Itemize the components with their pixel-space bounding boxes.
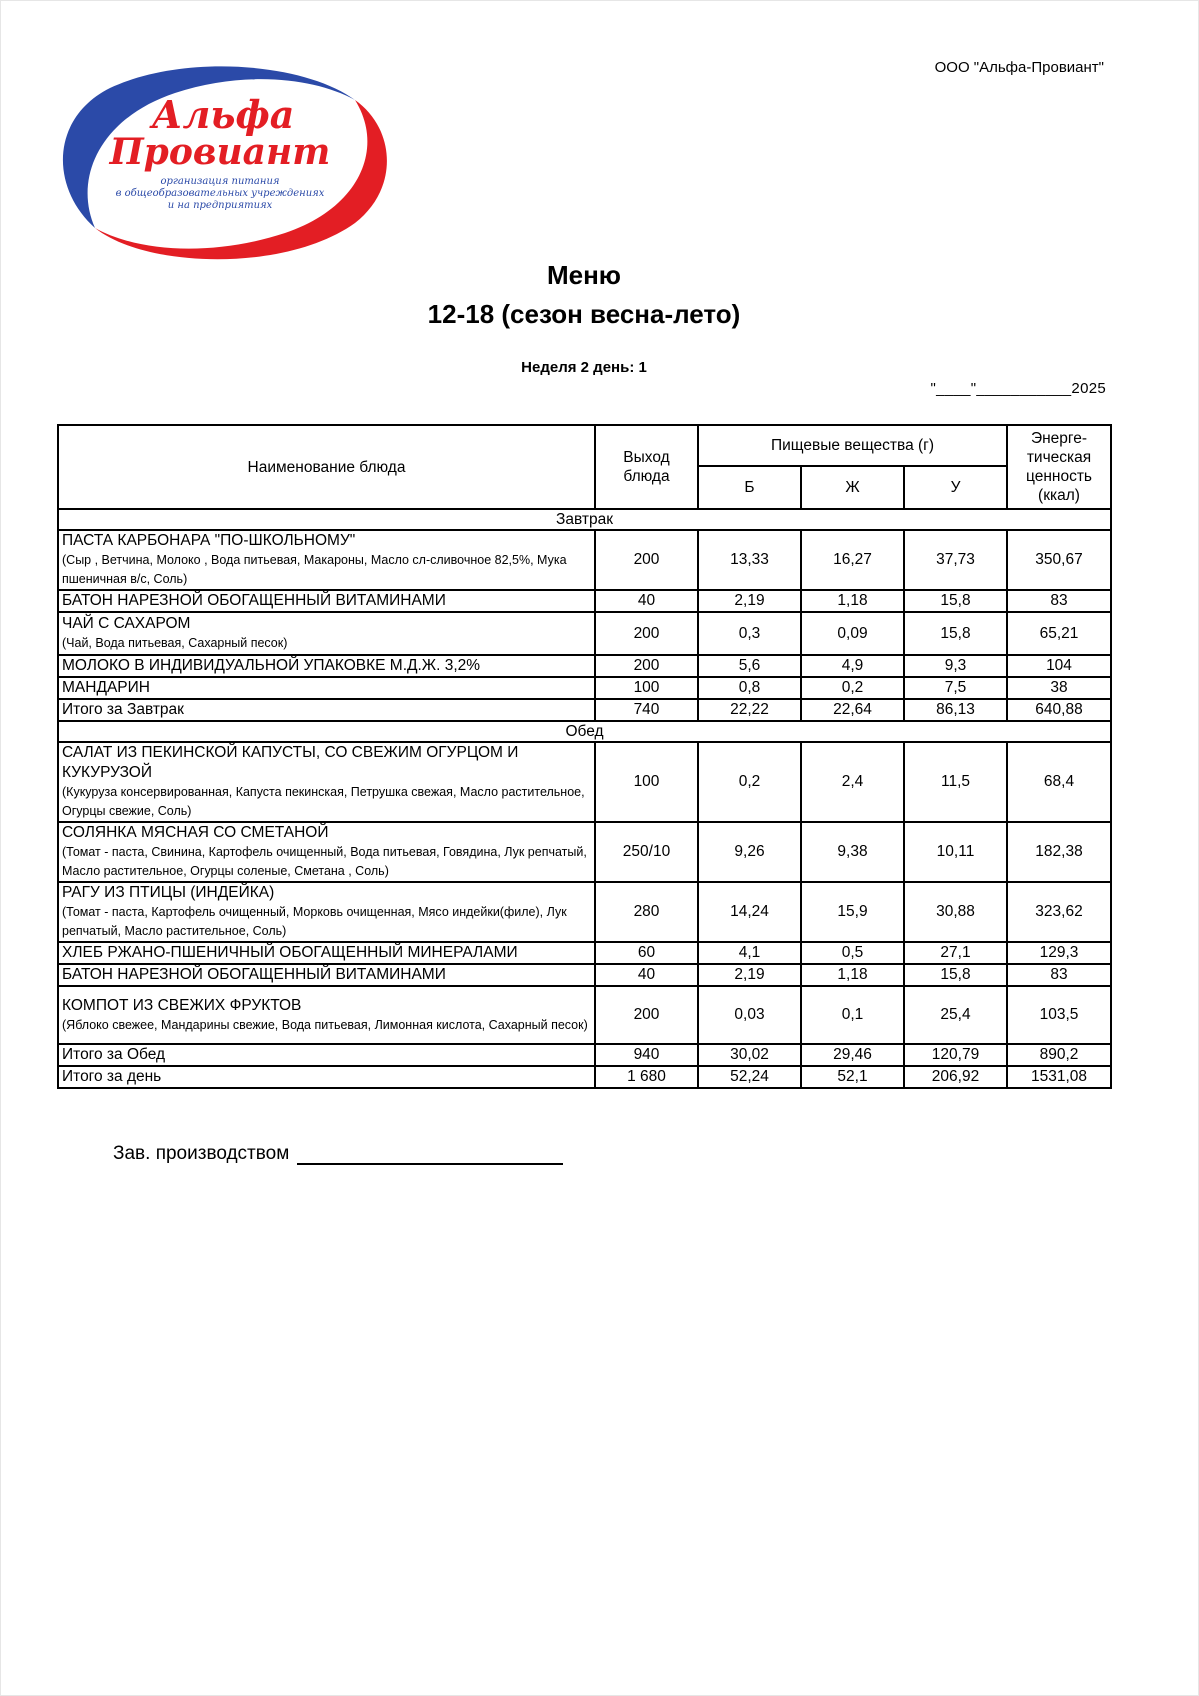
- table-row: ЧАЙ С САХАРОМ (Чай, Вода питьевая, Сахарный песок) 200 0,3 0,09 15,8 65,21: [58, 612, 1111, 655]
- breakfast-total-row: Итого за Завтрак 740 22,22 22,64 86,13 640,88: [58, 699, 1111, 721]
- menu-title: Меню: [546, 260, 622, 290]
- table-row: БАТОН НАРЕЗНОЙ ОБОГАЩЕННЫЙ ВИТАМИНАМИ 40 2,19 1,18 15,8 83: [58, 964, 1111, 986]
- lunch-total-row: Итого за Обед 940 30,02 29,46 120,79 890,2: [58, 1044, 1111, 1066]
- table-row: КОМПОТ ИЗ СВЕЖИХ ФРУКТОВ (Яблоко свежее, Мандарины свежие, Вода питьевая, Лимонная кислота, Сахарный песок) 200 0,03 0,1 25,4 103,5: [58, 986, 1111, 1044]
- table-row: МОЛОКО В ИНДИВИДУАЛЬНОЙ УПАКОВКЕ М.Д.Ж. 3,2% 200 5,6 4,9 9,3 104: [58, 655, 1111, 677]
- table-row: САЛАТ ИЗ ПЕКИНСКОЙ КАПУСТЫ, СО СВЕЖИМ ОГУРЦОМ И КУКУРУЗОЙ (Кукуруза консервированная, Капуста пекинская, Петрушка свежая, Масло растительное, Огурцы свежие, Соль) 100 0,2 2,4 11,5 68,4: [58, 742, 1111, 822]
- signature-line: [297, 1145, 563, 1165]
- header-fat: Ж: [801, 466, 904, 509]
- logo-text-line1: Альфа: [151, 92, 295, 137]
- table-row: СОЛЯНКА МЯСНАЯ СО СМЕТАНОЙ (Томат - паста, Свинина, Картофель очищенный, Вода питьевая, Говядина, Лук репчатый, Масло растительное, Огурцы соленые, Сметана , Соль) 250/10 9,26 9,38 10,11 182,38: [58, 822, 1111, 882]
- section-lunch: Обед: [58, 721, 1111, 742]
- organization-name: ООО "Альфа-Провиант": [934, 59, 1104, 76]
- date-line: "____"___________2025: [930, 380, 1106, 397]
- table-row: ХЛЕБ РЖАНО-ПШЕНИЧНЫЙ ОБОГАЩЕННЫЙ МИНЕРАЛАМИ 60 4,1 0,5 27,1 129,3: [58, 942, 1111, 964]
- logo-tagline-1: организация питания: [160, 176, 280, 187]
- logo-tagline-3: и на предприятиях: [167, 200, 273, 211]
- signature-label: Зав. производством: [113, 1143, 290, 1164]
- table-row: МАНДАРИН 100 0,8 0,2 7,5 38: [58, 677, 1111, 699]
- table-row: РАГУ ИЗ ПТИЦЫ (ИНДЕЙКА) (Томат - паста, Картофель очищенный, Морковь очищенная, Мясо индейки(филе), Лук репчатый, Масло растительное, Соль) 280 14,24 15,9 30,88 323,62: [58, 882, 1111, 942]
- signature-block: [113, 1143, 563, 1165]
- header-protein: Б: [698, 466, 801, 509]
- company-logo: [55, 58, 390, 263]
- header-energy: Энерге- тическая ценность (ккал): [1007, 425, 1111, 509]
- menu-subtitle: 12-18 (сезон весна-лето): [427, 299, 741, 329]
- header-nutrients: Пищевые вещества (г): [698, 425, 1007, 466]
- section-breakfast: Завтрак: [58, 509, 1111, 530]
- header-carbs: У: [904, 466, 1007, 509]
- header-dish-name: Наименование блюда: [58, 425, 595, 509]
- logo-tagline-2: в общеобразовательных учреждениях: [115, 188, 325, 199]
- table-row: БАТОН НАРЕЗНОЙ ОБОГАЩЕННЫЙ ВИТАМИНАМИ 40 2,19 1,18 15,8 83: [58, 590, 1111, 612]
- week-day-label: Неделя 2 день: 1: [521, 359, 647, 376]
- header-output: Выход блюда: [595, 425, 698, 509]
- menu-table: [57, 424, 1112, 1089]
- day-total-row: Итого за день 1 680 52,24 52,1 206,92 1531,08: [58, 1066, 1111, 1088]
- logo-text-line2: Провиант: [109, 131, 331, 173]
- table-row: ПАСТА КАРБОНАРА "ПО-ШКОЛЬНОМУ" (Сыр , Ветчина, Молоко , Вода питьевая, Макароны, Масло сл-сливочное 82,5%, Мука пшеничная в/с, Соль) 200 13,33 16,27 37,73 350,67: [58, 530, 1111, 590]
